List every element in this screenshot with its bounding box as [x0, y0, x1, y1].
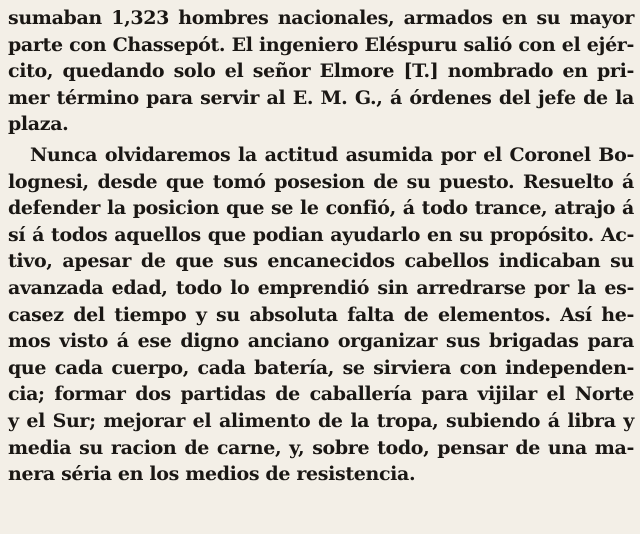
text-line: Nunca olvidaremos la actitud asumida por el Coronel Bo-	[30, 143, 634, 166]
body-text	[8, 5, 634, 488]
text-line: lognesi, desde que tomó posesion de su puesto. Resuelto á	[8, 170, 634, 193]
text-line: parte con Chassepót. El ingeniero Eléspuru salió con el ejér-	[8, 33, 634, 56]
text-line: media su racion de carne, y, sobre todo, pensar de una ma-	[8, 436, 634, 459]
text-line: plaza.	[8, 113, 69, 136]
paragraph-2	[8, 142, 634, 488]
text-line: y el Sur; mejorar el alimento de la tropa, subiendo á libra y	[8, 409, 634, 432]
text-line: nera séria en los medios de resistencia.	[8, 463, 416, 486]
text-line: defender la posicion que se le confió, á todo trance, atrajo á	[8, 197, 634, 220]
text-line: sí á todos aquellos que podian ayudarlo en su propósito. Ac-	[8, 223, 634, 246]
text-line: casez del tiempo y su absoluta falta de elementos. Así he-	[8, 303, 634, 326]
text-line: cito, quedando solo el señor Elmore [T.] nombrado en pri-	[8, 60, 634, 83]
text-line: cia; formar dos partidas de caballería para vijilar el Norte	[8, 383, 634, 406]
text-line: sumaban 1,323 hombres nacionales, armados en su mayor	[8, 7, 634, 29]
text-line: avanzada edad, todo lo emprendió sin arredrarse por la es-	[8, 276, 634, 299]
text-line: mer término para servir al E. M. G., á órdenes del jefe de la	[8, 86, 634, 109]
text-line: que cada cuerpo, cada batería, se sirviera con independen-	[8, 356, 634, 379]
text-line: mos visto á ese digno anciano organizar sus brigadas para	[8, 330, 634, 353]
paragraph-1	[8, 5, 634, 138]
text-line: tivo, apesar de que sus encanecidos cabellos indicaban su	[8, 250, 634, 273]
